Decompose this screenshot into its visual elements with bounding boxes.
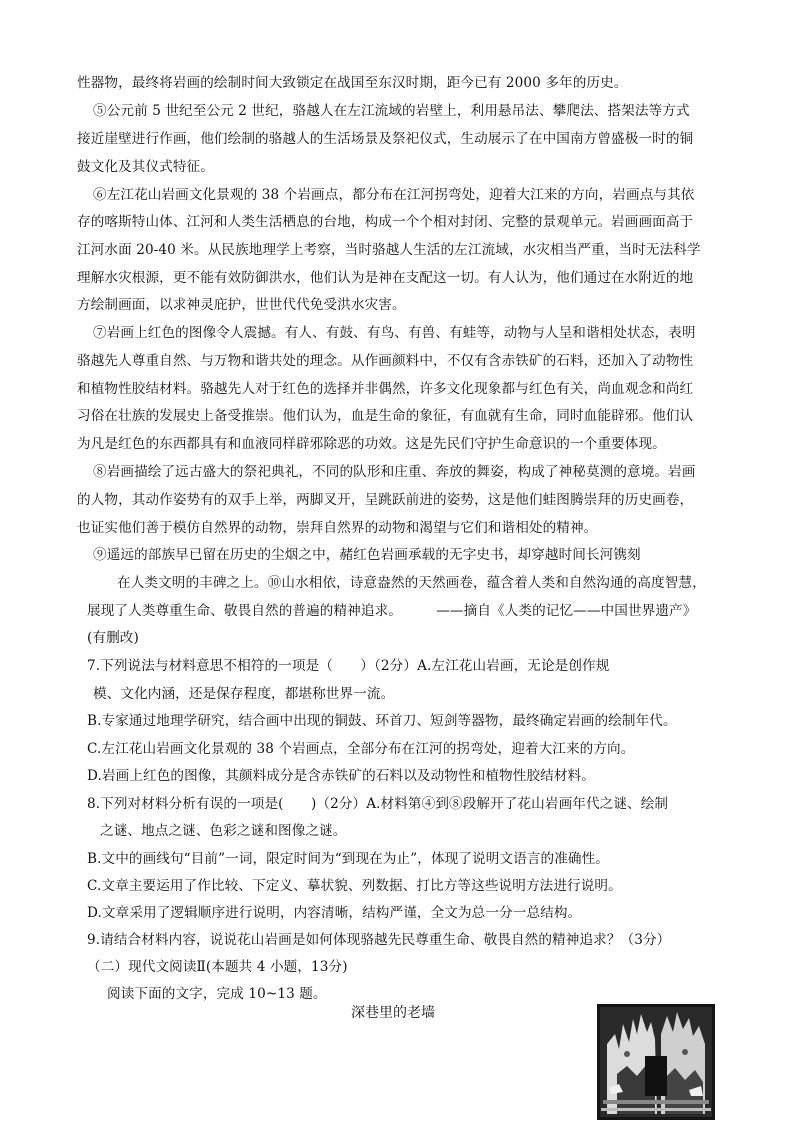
text-line: 存的喀斯特山体、江河和人类生活栖息的台地，构成一个个相对封闭、完整的景观单元。岩画画面高于: [77, 214, 694, 230]
question-7-option-d: D.岩画上红色的图像，其颜料成分是含赤铁矿的石料以及动物性和植物性胶结材料。: [87, 768, 595, 784]
text-line: ⑧岩画描绘了远古盛大的祭祀典礼，不同的队形和庄重、奔放的舞姿，构成了神秘莫测的意境。岩画: [93, 464, 696, 480]
old-wall-photo: [597, 1004, 715, 1120]
question-7-option-a: 模、文化内涵，还是保存程度，都堪称世界一流。: [93, 686, 395, 702]
text-line: 接近崖壁进行作画，他们绘制的骆越人的生活场景及祭祀仪式，生动展示了在中国南方曾盛极一时的铜: [77, 131, 694, 147]
text-line: ⑥左江花山岩画文化景观的 38 个岩画点，都分布在江河拐弯处，迎着大江来的方向，岩画点与其依: [93, 187, 695, 203]
question-8-stem: 8.下列对材料分析有误的一项是( )（2分）A.材料第④到⑧段解开了花山岩画年代之谜、绘制: [87, 796, 669, 812]
text-line: 方绘制画面，以求神灵庇护，世世代代免受洪水灾害。: [77, 297, 406, 313]
story-title: 深巷里的老墙: [351, 1005, 435, 1021]
text-line: (有删改): [87, 630, 139, 646]
text-line: ⑦岩画上红色的图像令人震撼。有人、有鼓、有鸟、有兽、有蛙等，动物与人呈和谐相处状态，表明: [93, 325, 696, 341]
text-line: 性器物，最终将岩画的绘制时间大致锁定在战国至东汉时期，距今已有 2000 多年的历史。: [77, 75, 628, 91]
text-line: 习俗在壮族的发展史上备受推崇。他们认为，血是生命的象征，有血就有生命，同时血能辟邪。他们认: [77, 408, 694, 424]
question-8-option-c: C.文章主要运用了作比较、下定义、摹状貌、列数据、打比方等这些说明方法进行说明。: [87, 878, 622, 894]
question-7-stem: 7.下列说法与材料意思不相符的一项是（ ）（2分）A.左江花山岩画，无论是创作规: [87, 658, 610, 674]
text-line: 为凡是红色的东西都具有和血液同样辟邪除恶的功效。这是先民们守护生命意识的一个重要体现。: [77, 436, 666, 452]
text-line: 鼓文化及其仪式特征。: [77, 159, 214, 175]
text-line: 理解水灾根源，更不能有效防御洪水，他们认为是神在支配这一切。有人认为，他们通过在水附近的地: [77, 270, 694, 286]
section-heading: （二）现代文阅读Ⅱ(本题共 4 小题，13分): [87, 959, 348, 975]
text-line: 也证实他们善于模仿自然界的动物，崇拜自然界的动物和渴望与它们和谐相处的精神。: [77, 520, 598, 536]
reading-instruction: 阅读下面的文字，完成 10~13 题。: [107, 986, 327, 1002]
text-line: ⑨遥远的部族早已留在历史的尘烟之中，赭红色岩画承载的无字史书，却穿越时间长河镌刻: [93, 547, 641, 563]
question-7-option-b: B.专家通过地理学研究，结合画中出现的铜鼓、环首刀、短剑等器物，最终确定岩画的绘制年代。: [87, 713, 677, 729]
text-line: 江河水面 20-40 米。从民族地理学上考察，当时骆越人生活的左江流域，水灾相当严重，当时无法科学: [77, 242, 701, 258]
text-line: 在人类文明的丰碑之上。⑩山水相依，诗意盎然的天然画卷，蕴含着人类和自然沟通的高度智慧，: [117, 575, 706, 591]
text-line: ⑤公元前 5 世纪至公元 2 世纪，骆越人在左江流域的岩壁上，利用悬吊法、攀爬法、搭架法等方式: [93, 103, 690, 119]
question-8-option-b: B.文中的画线句“目前”一词，限定时间为“到现在为止”，体现了说明文语言的准确性。: [87, 851, 609, 867]
text-line: 展现了人类尊重生命、敬畏自然的普遍的精神追求。 ——摘自《人类的记忆——中国世界遗产》: [87, 603, 697, 619]
text-line: 的人物，其动作姿势有的双手上举，两脚叉开，呈跳跃前进的姿势，这是他们蛙图腾崇拜的历史画卷，: [77, 492, 694, 508]
text-line: 骆越先人尊重自然、与万物和谐共处的理念。从作画颜料中，不仅有含赤铁矿的石料，还加入了动物性: [77, 353, 694, 369]
question-7-option-c: C.左江花山岩画文化景观的 38 个岩画点，全部分布在江河的拐弯处，迎着大江来的方向。: [87, 741, 635, 757]
question-9: 9.请结合材料内容，说说花山岩画是如何体现骆越先民尊重生命、敬畏自然的精神追求？（3分）: [87, 932, 671, 948]
text-line: 和植物性胶结材料。骆越先人对于红色的选择并非偶然，许多文化现象都与红色有关，尚血观念和尚红: [77, 381, 694, 397]
question-8-option-d: D.文章采用了逻辑顺序进行说明，内容清晰，结构严谨，全文为总一分一总结构。: [87, 905, 582, 921]
question-8-option-a: 之谜、地点之谜、色彩之谜和图像之谜。: [100, 823, 347, 839]
